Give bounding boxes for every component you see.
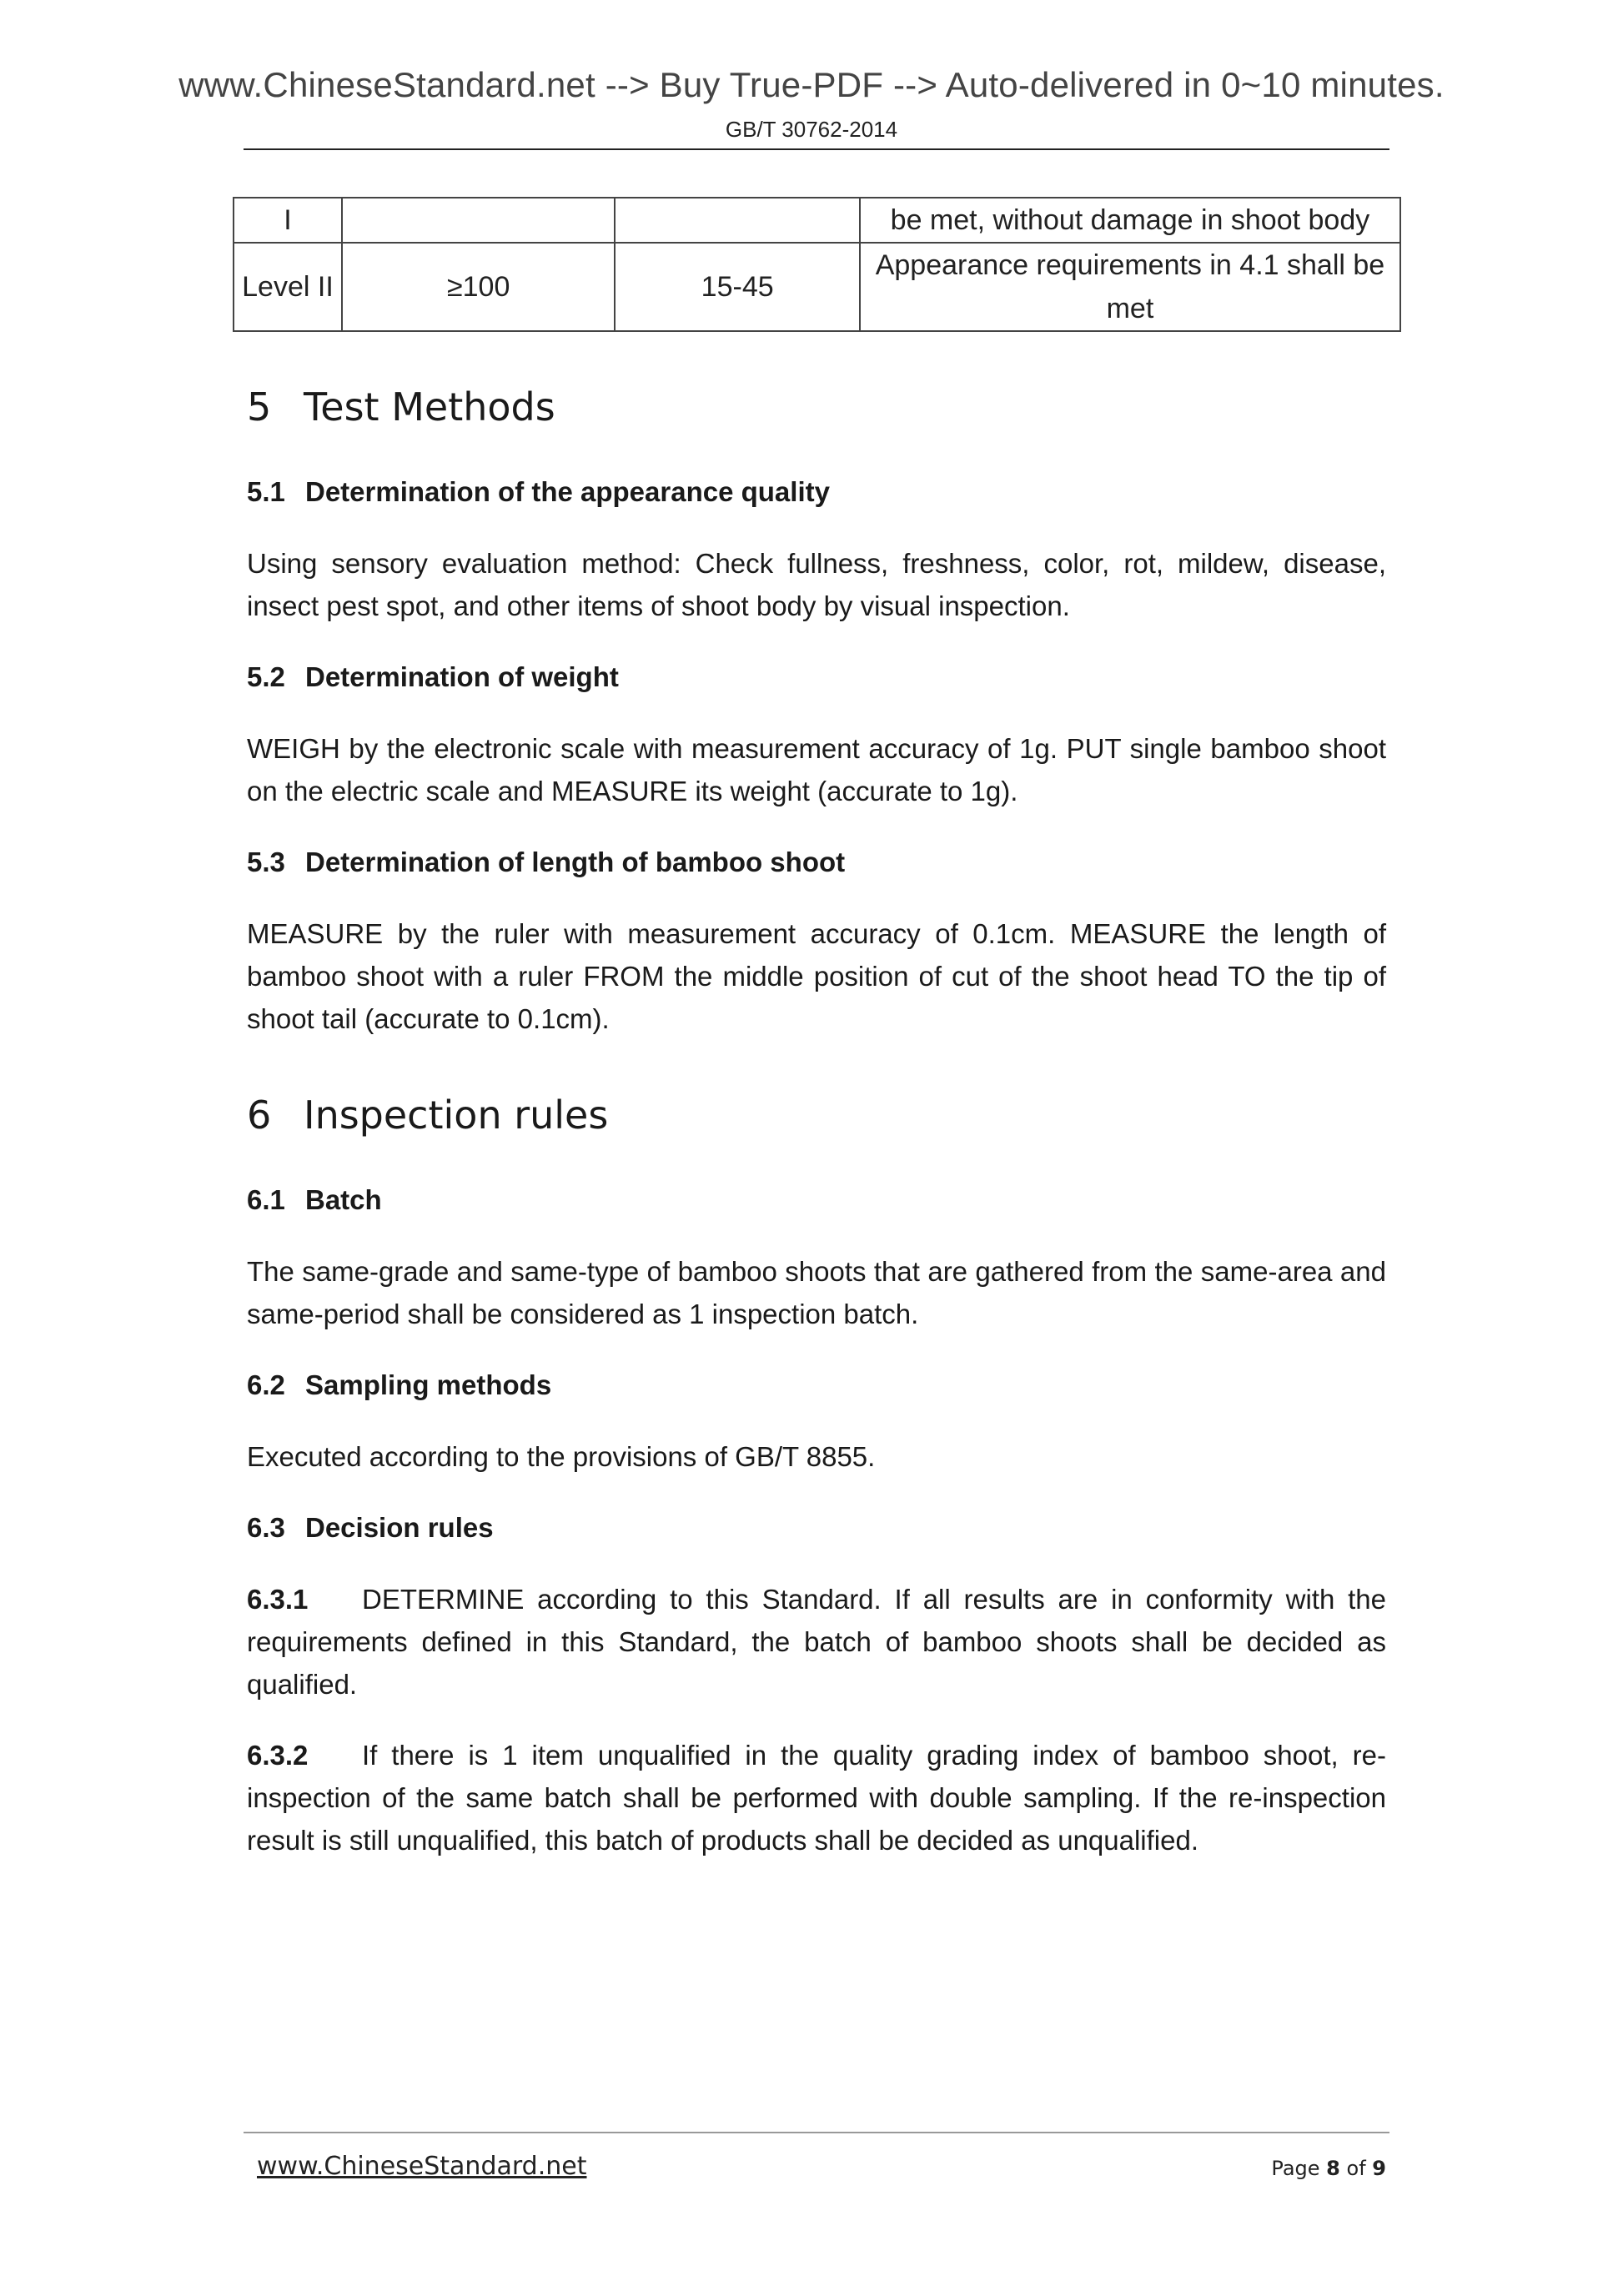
table-row [234,198,1400,243]
subsection-title: Decision rules [305,1512,494,1543]
table-cell: 15-45 [615,243,860,331]
subsection-number: 5.3 [247,847,285,877]
subsection-heading-6-1 [247,1178,1386,1222]
page-of: of [1346,2157,1366,2180]
footer-website-link[interactable]: www.ChineseStandard.net [257,2152,587,2181]
clause-text: If there is 1 item unqualified in the quality grading index of bamboo shoot, re-inspection of the same batch shall be performed with double sampling. If the re-inspection result is still unqualified, this batch of products shall be decided as unqualified. [247,1740,1386,1856]
page-current: 8 [1326,2157,1340,2180]
paragraph-6-3-2 [247,1734,1386,1861]
table-cell: Level II [234,243,342,331]
section-heading-6 [247,1075,1386,1155]
subsection-heading-5-2 [247,656,1386,699]
promo-banner[interactable]: www.ChineseStandard.net --> Buy True-PDF --> Auto-delivered in 0~10 minutes. [178,65,1445,104]
paragraph-6-2: Executed according to the provisions of GB/T 8855. [247,1441,876,1472]
standard-number: GB/T 30762-2014 [725,117,898,142]
grade-table [233,197,1401,332]
subsection-number: 5.1 [247,476,285,507]
document-body [247,367,1386,1861]
table-cell [342,198,615,243]
clause-number: 6.3.1 [247,1584,309,1615]
section-number: 6 [247,1093,272,1138]
table-cell: be met, without damage in shoot body [860,198,1400,243]
subsection-title: Sampling methods [305,1369,552,1400]
section-title: Inspection rules [304,1093,609,1138]
subsection-number: 6.1 [247,1184,285,1215]
table-cell: ≥100 [342,243,615,331]
subsection-heading-6-3 [247,1506,1386,1550]
table-cell [615,198,860,243]
paragraph-6-1: The same-grade and same-type of bamboo shoots that are gathered from the same-area and same-period shall be considered as 1 inspection batch. [247,1256,1386,1329]
subsection-title: Determination of weight [305,661,619,692]
subsection-number: 6.3 [247,1512,285,1543]
section-heading-5 [247,367,1386,447]
subsection-title: Determination of length of bamboo shoot [305,847,846,877]
subsection-heading-5-1 [247,470,1386,514]
clause-number: 6.3.2 [247,1740,309,1771]
subsection-title: Determination of the appearance quality [305,476,830,507]
clause-text: DETERMINE according to this Standard. If all results are in conformity with the requirements defined in this Standard, the batch of bamboo shoots shall be decided as qualified. [247,1584,1386,1700]
table-cell: I [234,198,342,243]
subsection-number: 5.2 [247,661,285,692]
table-row [234,243,1400,331]
footer-divider [244,2132,1389,2133]
subsection-number: 6.2 [247,1369,285,1400]
subsection-title: Batch [305,1184,382,1215]
header-divider [244,148,1389,150]
subsection-heading-5-3 [247,841,1386,884]
subsection-heading-6-2 [247,1364,1386,1407]
paragraph-5-2: WEIGH by the electronic scale with measurement accuracy of 1g. PUT single bamboo shoot on the electric scale and MEASURE its weight (accurate to 1g). [247,733,1386,806]
section-title: Test Methods [304,384,555,430]
section-number: 5 [247,384,272,430]
table-cell: Appearance requirements in 4.1 shall be met [860,243,1400,331]
paragraph-5-3: MEASURE by the ruler with measurement accuracy of 0.1cm. MEASURE the length of bamboo shoot with a ruler FROM the middle position of cut of the shoot head TO the tip of shoot tail (accurate to 0.1cm). [247,918,1386,1034]
page-indicator [1271,2157,1386,2180]
page-label: Page [1271,2157,1320,2180]
paragraph-6-3-1 [247,1578,1386,1706]
paragraph-5-1: Using sensory evaluation method: Check fullness, freshness, color, rot, mildew, disease, insect pest spot, and other items of shoot body by visual inspection. [247,548,1386,621]
page-total: 9 [1372,2157,1386,2180]
